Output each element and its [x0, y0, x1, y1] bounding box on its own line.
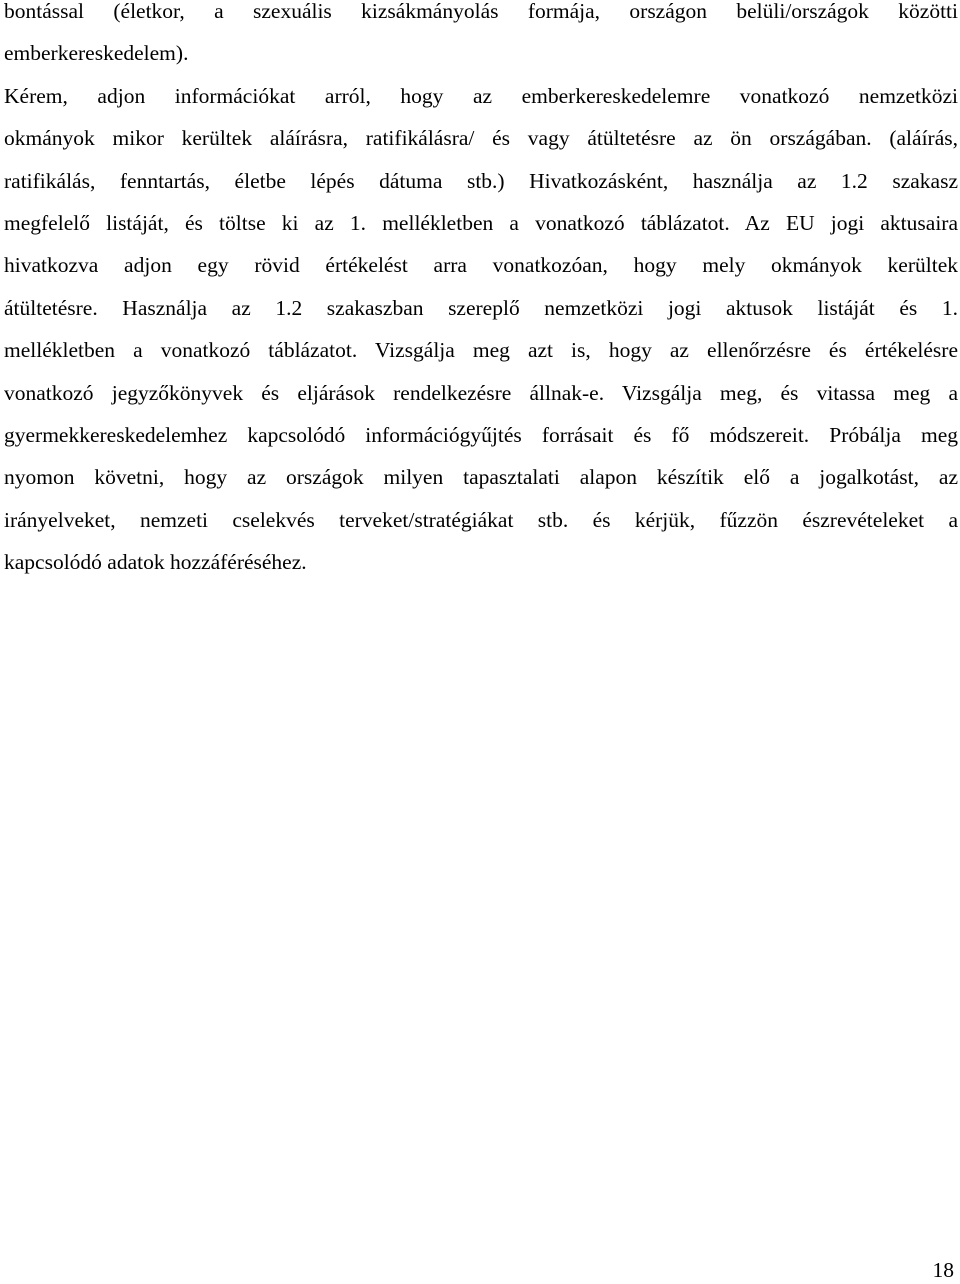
paragraph-line: okmányok mikor kerültek aláírásra, ratifikálásra/ és vagy átültetésre az ön országában. (aláírás, [4, 126, 958, 151]
paragraph-line: hivatkozva adjon egy rövid értékelést arra vonatkozóan, hogy mely okmányok kerültek [4, 253, 958, 278]
paragraph-line: irányelveket, nemzeti cselekvés terveket/stratégiákat stb. és kérjük, fűzzön észrevételeket a [4, 507, 958, 532]
paragraph-line: emberkereskedelem). [4, 41, 189, 66]
paragraph-line: ratifikálás, fenntartás, életbe lépés dátuma stb.) Hivatkozásként, használja az 1.2 szakasz [4, 168, 958, 193]
paragraph-line: gyermekkereskedelemhez kapcsolódó információgyűjtés forrásait és fő módszereit. Próbálja meg [4, 423, 958, 448]
paragraph-line: kapcsolódó adatok hozzáféréséhez. [4, 550, 307, 575]
paragraph-line: bontással (életkor, a szexuális kizsákmányolás formája, országon belüli/országok közötti [4, 0, 958, 23]
paragraph-line: átültetésre. Használja az 1.2 szakaszban szereplő nemzetközi jogi aktusok listáját és 1. [4, 295, 958, 320]
paragraph-line: vonatkozó jegyzőkönyvek és eljárások rendelkezésre állnak-e. Vizsgálja meg, és vitassa meg a [4, 380, 958, 405]
page-number: 18 [932, 1258, 954, 1282]
paragraph-line: mellékletben a vonatkozó táblázatot. Vizsgálja meg azt is, hogy az ellenőrzésre és értékelésre [4, 338, 958, 363]
paragraph-line: megfelelő listáját, és töltse ki az 1. mellékletben a vonatkozó táblázatot. Az EU jogi aktusaira [4, 211, 958, 236]
paragraph-line: Kérem, adjon információkat arról, hogy az emberkereskedelemre vonatkozó nemzetközi [4, 83, 958, 108]
paragraph-line: nyomon követni, hogy az országok milyen tapasztalati alapon készítik elő a jogalkotást, az [4, 465, 958, 490]
body-paragraph [4, 0, 958, 584]
